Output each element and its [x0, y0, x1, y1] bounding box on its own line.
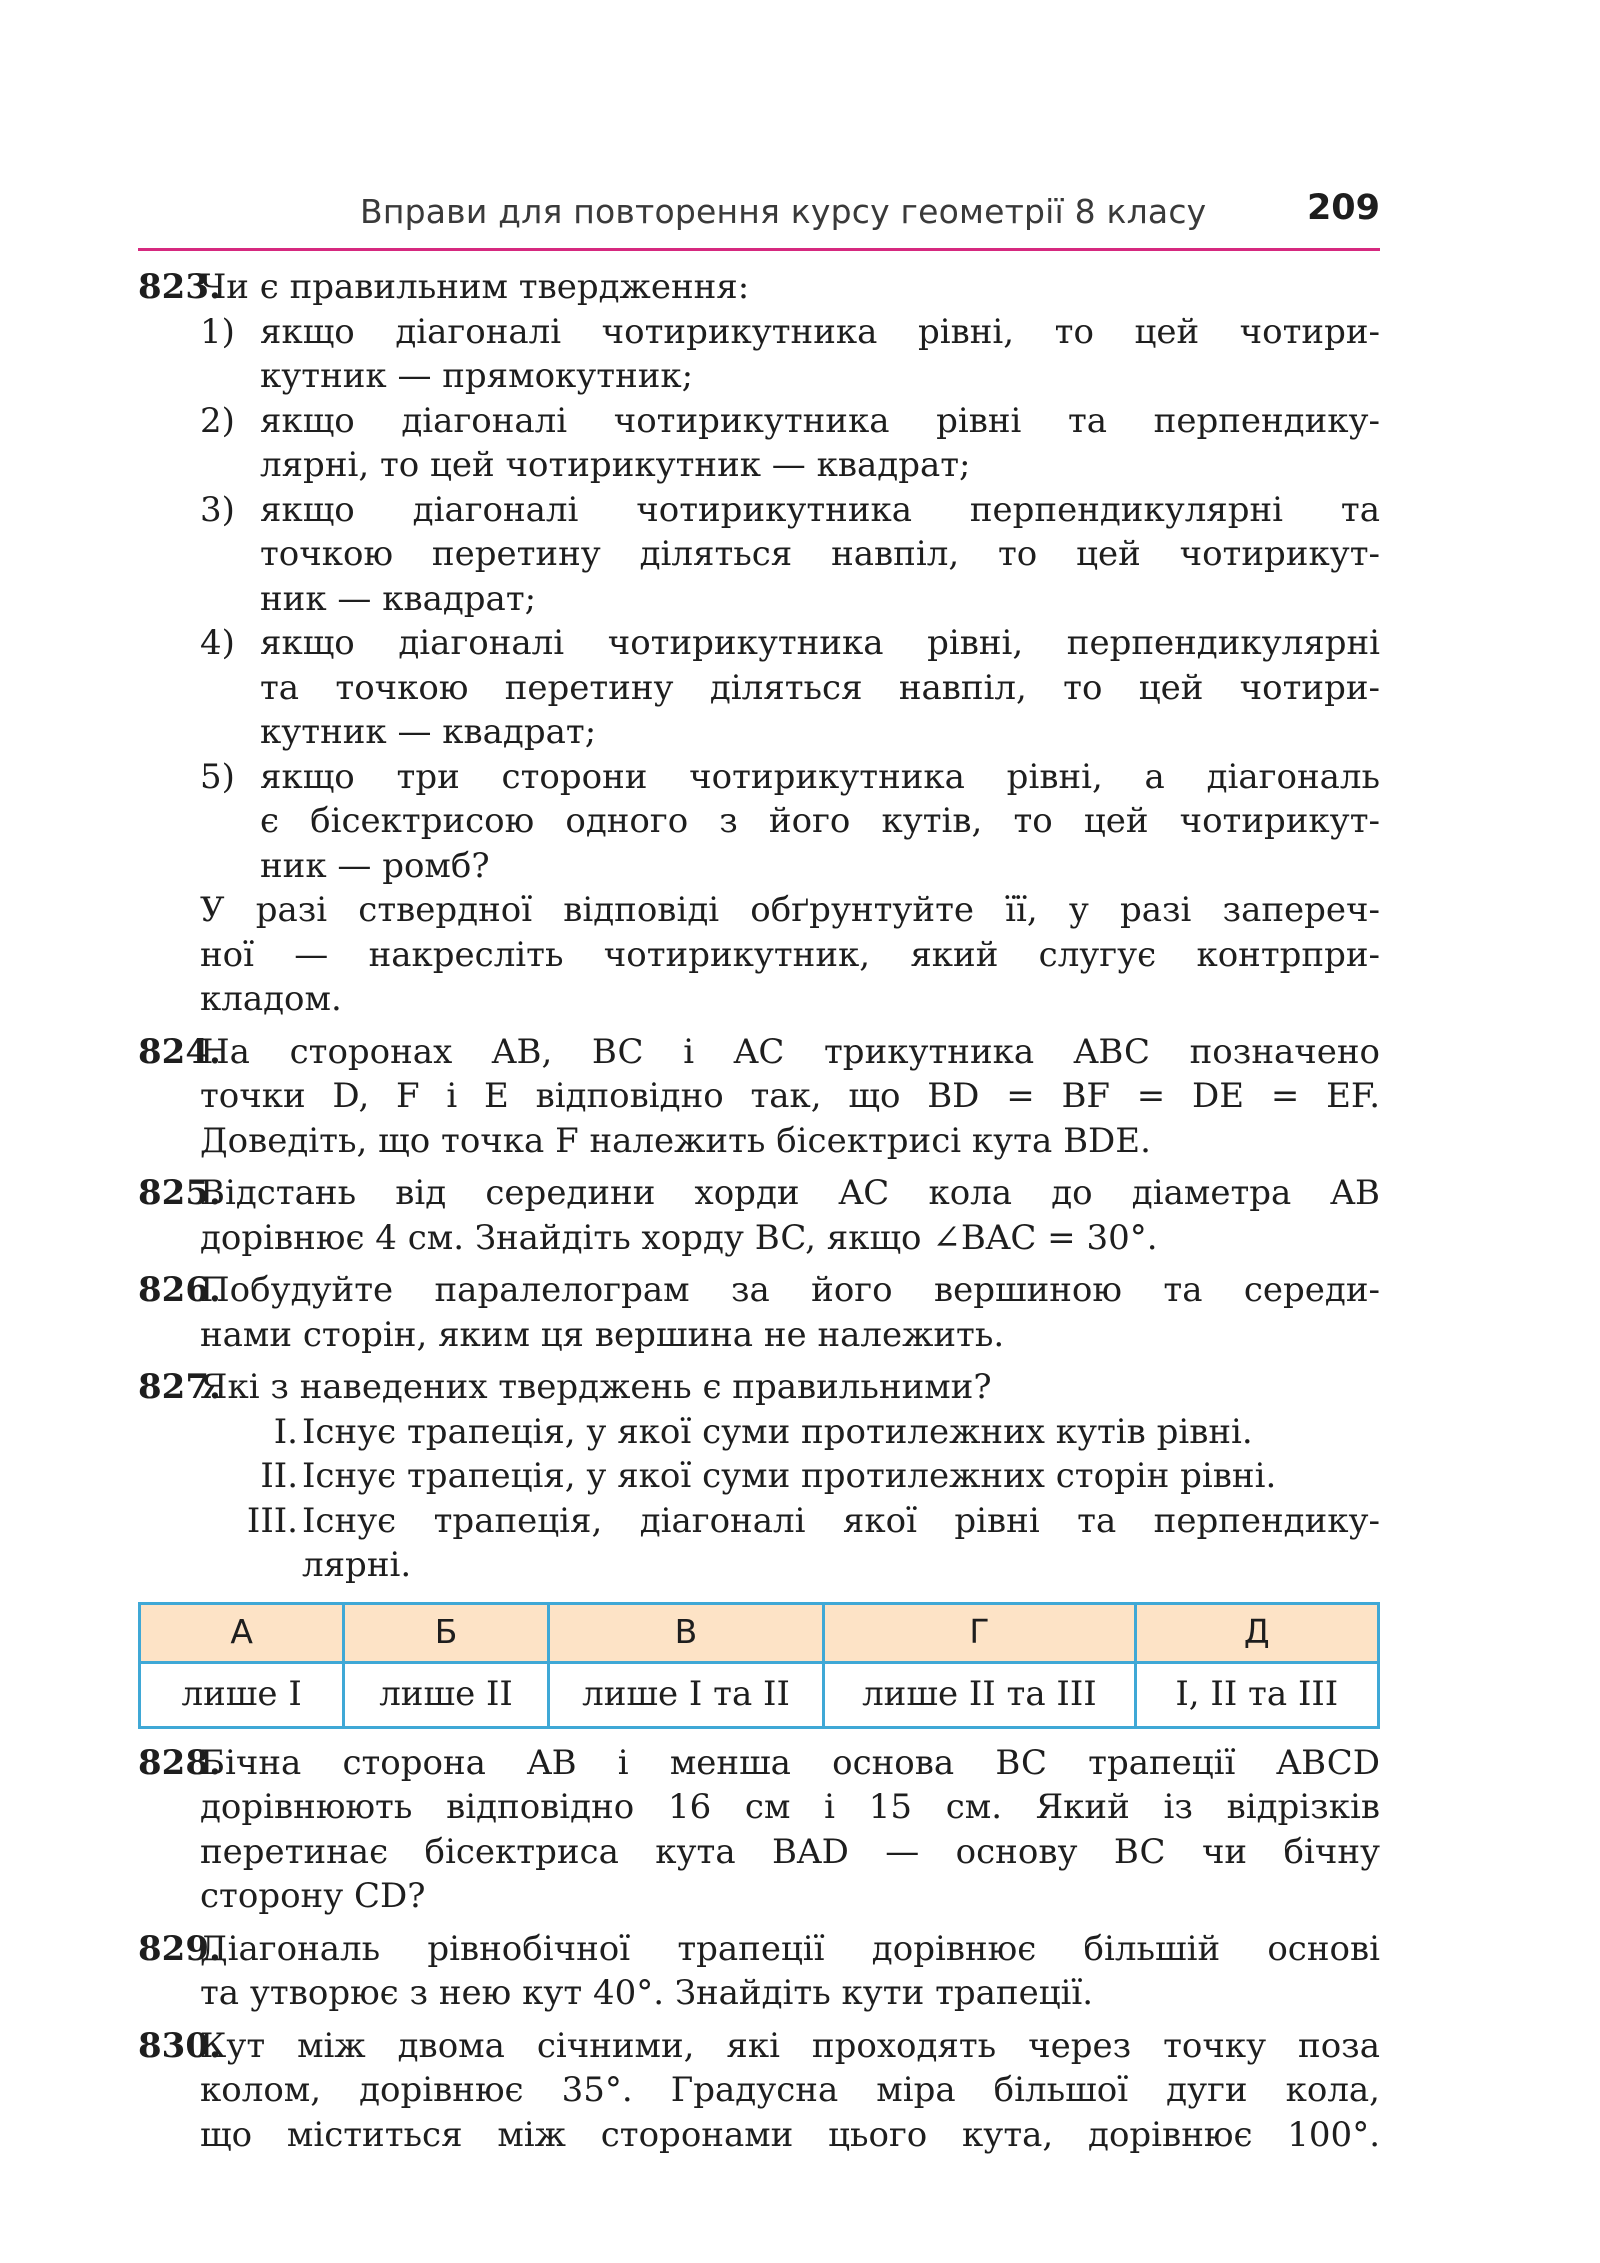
statement-item: [200, 1499, 1380, 1588]
problem-825: [138, 1171, 1380, 1260]
item-text-line: точкою перетину діляться навпіл, то цей чотирикут-: [260, 534, 1380, 574]
item-text-line: лярні.: [302, 1545, 412, 1585]
item-label: 1): [200, 311, 235, 352]
answer-option-letter: Г: [824, 1603, 1135, 1662]
item-label: III.: [246, 1500, 298, 1541]
problem-text-line: сторону CD?: [200, 1876, 426, 1916]
problem-number: 826.: [138, 1270, 221, 1310]
problem-823: [138, 265, 1380, 1022]
item-text-line: кутник — прямокутник;: [260, 356, 694, 396]
problem-number: 828.: [138, 1742, 221, 1783]
problem-text-line: Побудуйте паралелограм за його вершиною та середи-: [200, 1270, 1380, 1310]
statement-item: [200, 488, 1380, 622]
statement-item: [200, 399, 1380, 488]
statement-item: [200, 755, 1380, 889]
page-header: [138, 188, 1380, 251]
answer-table-header-row: [140, 1603, 1379, 1662]
problem-text-line: перетинає бісектриса кута BAD — основу BC чи бічну: [200, 1831, 1380, 1872]
item-text-line: лярні, то цей чотирикутник — квадрат;: [260, 445, 971, 485]
item-label: 2): [200, 400, 235, 441]
answer-option-text: I, II та III: [1135, 1662, 1378, 1727]
problem-text-line: Бічна сторона AB і менша основа BC трапеції ABCD: [200, 1742, 1380, 1783]
problem-number: 829.: [138, 1928, 221, 1969]
answer-option-text: лише II та III: [824, 1662, 1135, 1727]
problem-text-line: Діагональ рівнобічної трапеції дорівнює більшій основі: [200, 1928, 1380, 1969]
item-text-line: ник — квадрат;: [260, 578, 537, 619]
answer-option-letter: В: [548, 1603, 823, 1662]
item-text-line: якщо діагоналі чотирикутника рівні, перпендикулярні: [260, 623, 1380, 663]
item-text-line: якщо три сторони чотирикутника рівні, а діагональ: [260, 756, 1380, 797]
answer-option-text: лише I та II: [548, 1662, 823, 1727]
item-text-line: якщо діагоналі чотирикутника перпендикулярні та: [260, 489, 1380, 530]
problem-text-line: що міститься між сторонами цього кута, дорівнює 100°.: [200, 2114, 1380, 2155]
answer-table: [138, 1602, 1380, 1729]
problem-829: [138, 1927, 1380, 2016]
problem-number: 824.: [138, 1031, 221, 1072]
item-label: I.: [273, 1411, 298, 1452]
item-text-line: якщо діагоналі чотирикутника рівні, то цей чотири-: [260, 311, 1380, 352]
problem-number: 827.: [138, 1367, 221, 1407]
item-text-line: є бісектрисою одного з його кутів, то цей чотирикут-: [260, 801, 1380, 841]
item-text-line: та точкою перетину діляться навпіл, то цей чотири-: [260, 667, 1380, 708]
problem-text-line: ної — накресліть чотирикутник, який слугує контрпри-: [200, 934, 1380, 975]
item-label: 4): [200, 623, 235, 663]
item-text-line: кутник — квадрат;: [260, 712, 597, 752]
item-text-line: Існує трапеція, діагоналі якої рівні та перпендику-: [302, 1500, 1380, 1541]
item-text-line: Існує трапеція, у якої суми протилежних кутів рівні.: [302, 1411, 1253, 1452]
problem-text-line: На сторонах AB, BC і AC трикутника ABC позначено: [200, 1031, 1380, 1072]
answer-option-letter: Д: [1135, 1603, 1378, 1662]
problem-826: [138, 1268, 1380, 1357]
problem-text-line: нами сторін, яким ця вершина не належить.: [200, 1314, 1005, 1355]
problem-text-line: дорівнює 4 см. Знайдіть хорду BC, якщо ∠BAC = 30°.: [200, 1217, 1158, 1258]
item-text-line: Існує трапеція, у якої суми протилежних сторін рівні.: [302, 1456, 1277, 1496]
answer-option-letter: Б: [344, 1603, 548, 1662]
item-text-line: ник — ромб?: [260, 845, 490, 886]
page-number: 209: [1306, 188, 1380, 228]
statement-item: [200, 1454, 1380, 1499]
textbook-page: [138, 188, 1380, 2165]
problem-text-line: дорівнюють відповідно 16 см і 15 см. Який із відрізків: [200, 1787, 1380, 1827]
answer-option-text: лише I: [140, 1662, 344, 1727]
problem-text-line: та утворює з нею кут 40°. Знайдіть кути трапеції.: [200, 1973, 1094, 2013]
problem-827: [138, 1365, 1380, 1588]
statement-item: [200, 621, 1380, 755]
page-content: [138, 265, 1380, 2157]
problem-number: 823.: [138, 267, 221, 307]
problem-830: [138, 2024, 1380, 2158]
item-text-line: якщо діагоналі чотирикутника рівні та перпендику-: [260, 400, 1380, 441]
item-label: II.: [260, 1456, 298, 1496]
problem-824: [138, 1030, 1380, 1164]
problem-text-line: колом, дорівнює 35°. Градусна міра більшої дуги кола,: [200, 2070, 1380, 2110]
problem-text-line: Чи є правильним твердження:: [200, 267, 750, 307]
statement-item: [200, 1410, 1380, 1455]
item-label: 5): [200, 756, 235, 797]
problem-number: 830.: [138, 2025, 221, 2066]
problem-text-line: Кут між двома січними, які проходять через точку поза: [200, 2025, 1380, 2066]
problem-text-line: Доведіть, що точка F належить бісектрисі кута BDE.: [200, 1120, 1151, 1161]
item-label: 3): [200, 489, 235, 530]
answer-option-text: лише II: [344, 1662, 548, 1727]
problem-text-line: кладом.: [200, 979, 342, 1019]
problem-number: 825.: [138, 1173, 221, 1213]
problem-text-line: У разі ствердної відповіді обґрунтуйте її, у разі запереч-: [200, 890, 1380, 930]
statement-item: [200, 310, 1380, 399]
problem-text-line: точки D, F і E відповідно так, що BD = BF = DE = EF.: [200, 1076, 1380, 1116]
problem-text-line: Відстань від середини хорди AC кола до діаметра AB: [200, 1173, 1380, 1213]
answer-option-letter: А: [140, 1603, 344, 1662]
running-title: Вправи для повторення курсу геометрії 8 класу: [360, 192, 1207, 231]
problem-828: [138, 1741, 1380, 1919]
problem-text-line: Які з наведених тверджень є правильними?: [200, 1367, 992, 1407]
answer-table-row: [140, 1662, 1379, 1727]
